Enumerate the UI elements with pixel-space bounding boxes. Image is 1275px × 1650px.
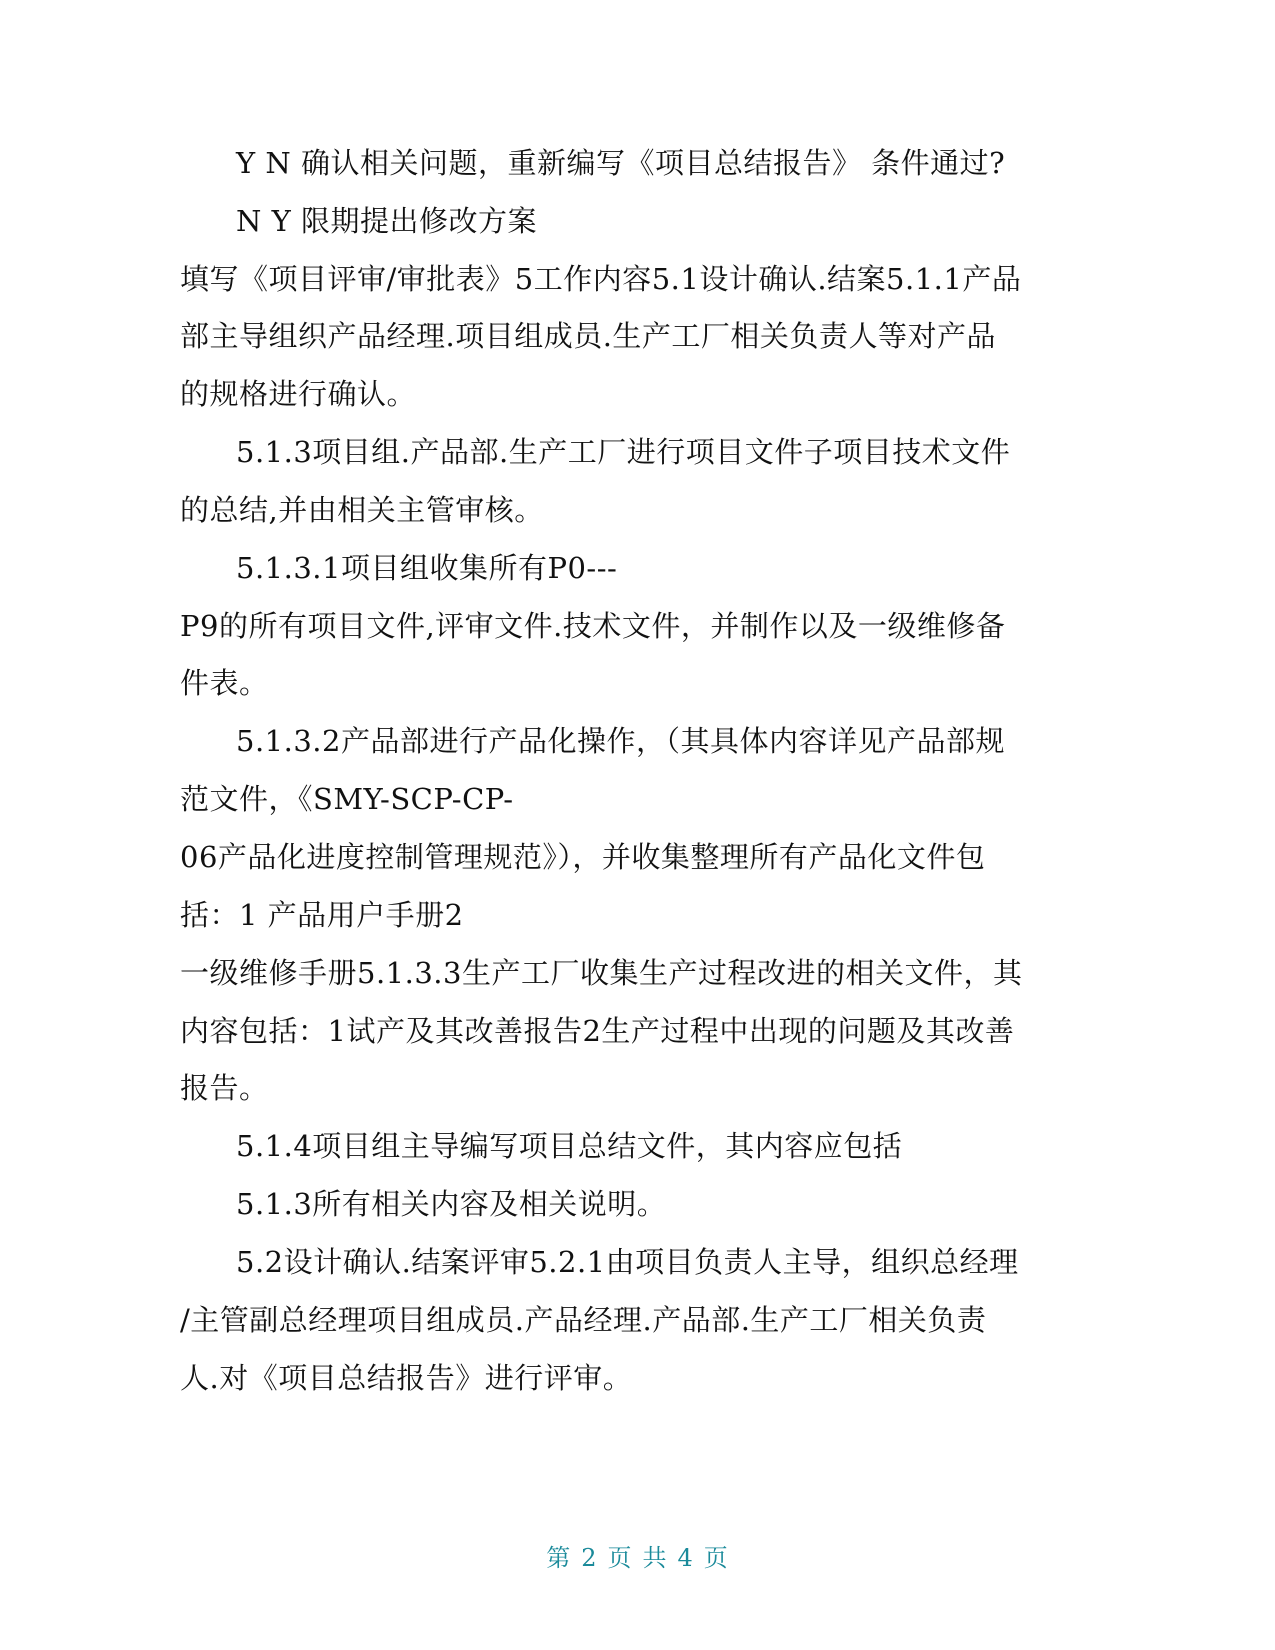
footer-label-gong: 共 (642, 1544, 668, 1572)
text-line: 报告。 (180, 1071, 269, 1105)
text-line: N Y 限期提出修改方案 (236, 204, 537, 238)
text-line: 06产品化进度控制管理规范》），并收集整理所有产品化文件包 (180, 840, 986, 874)
footer-label-ye: 页 (607, 1544, 633, 1572)
text-line: 范文件，《SMY-SCP-CP- (180, 782, 514, 816)
text-line: 5.1.3项目组.产品部.生产工厂进行项目文件子项目技术文件 (236, 435, 1011, 469)
text-line: 内容包括：1试产及其改善报告2生产过程中出现的问题及其改善 (180, 1014, 1015, 1048)
text-line: /主管副总经理项目组成员.产品经理.产品部.生产工厂相关负责 (180, 1303, 987, 1337)
text-line: 的总结,并由相关主管审核。 (180, 493, 544, 527)
text-line: 一级维修手册5.1.3.3生产工厂收集生产过程改进的相关文件，其 (180, 956, 1023, 990)
text-line: 5.2设计确认.结案评审5.2.1由项目负责人主导，组织总经理 (236, 1245, 1019, 1279)
text-line: 件表。 (180, 666, 269, 700)
footer-label-ye-end: 页 (703, 1544, 729, 1572)
text-line: Y N 确认相关问题，重新编写《项目总结报告》 条件通过? (236, 146, 1006, 180)
text-line: 括：1 产品用户手册2 (180, 898, 464, 932)
text-line: 5.1.3.1项目组收集所有P0--- (236, 551, 618, 585)
text-line: 5.1.3所有相关内容及相关说明。 (236, 1187, 667, 1221)
footer-label-di: 第 (546, 1544, 572, 1572)
current-page-number: 2 (581, 1544, 598, 1572)
text-line: 部主导组织产品经理.项目组成员.生产工厂相关负责人等对产品 (180, 319, 996, 353)
total-pages-number: 4 (677, 1544, 694, 1572)
text-line: 5.1.4项目组主导编写项目总结文件，其内容应包括 (236, 1129, 903, 1163)
page-footer (0, 1543, 1275, 1573)
text-line: P9的所有项目文件,评审文件.技术文件，并制作以及一级维修备 (180, 609, 1006, 643)
text-line: 5.1.3.2产品部进行产品化操作，（其具体内容详见产品部规 (236, 724, 1005, 758)
text-line: 的规格进行确认。 (180, 377, 417, 411)
text-line: 填写《项目评审/审批表》5工作内容5.1设计确认.结案5.1.1产品 (180, 262, 1022, 296)
text-line: 人.对《项目总结报告》进行评审。 (180, 1361, 633, 1395)
